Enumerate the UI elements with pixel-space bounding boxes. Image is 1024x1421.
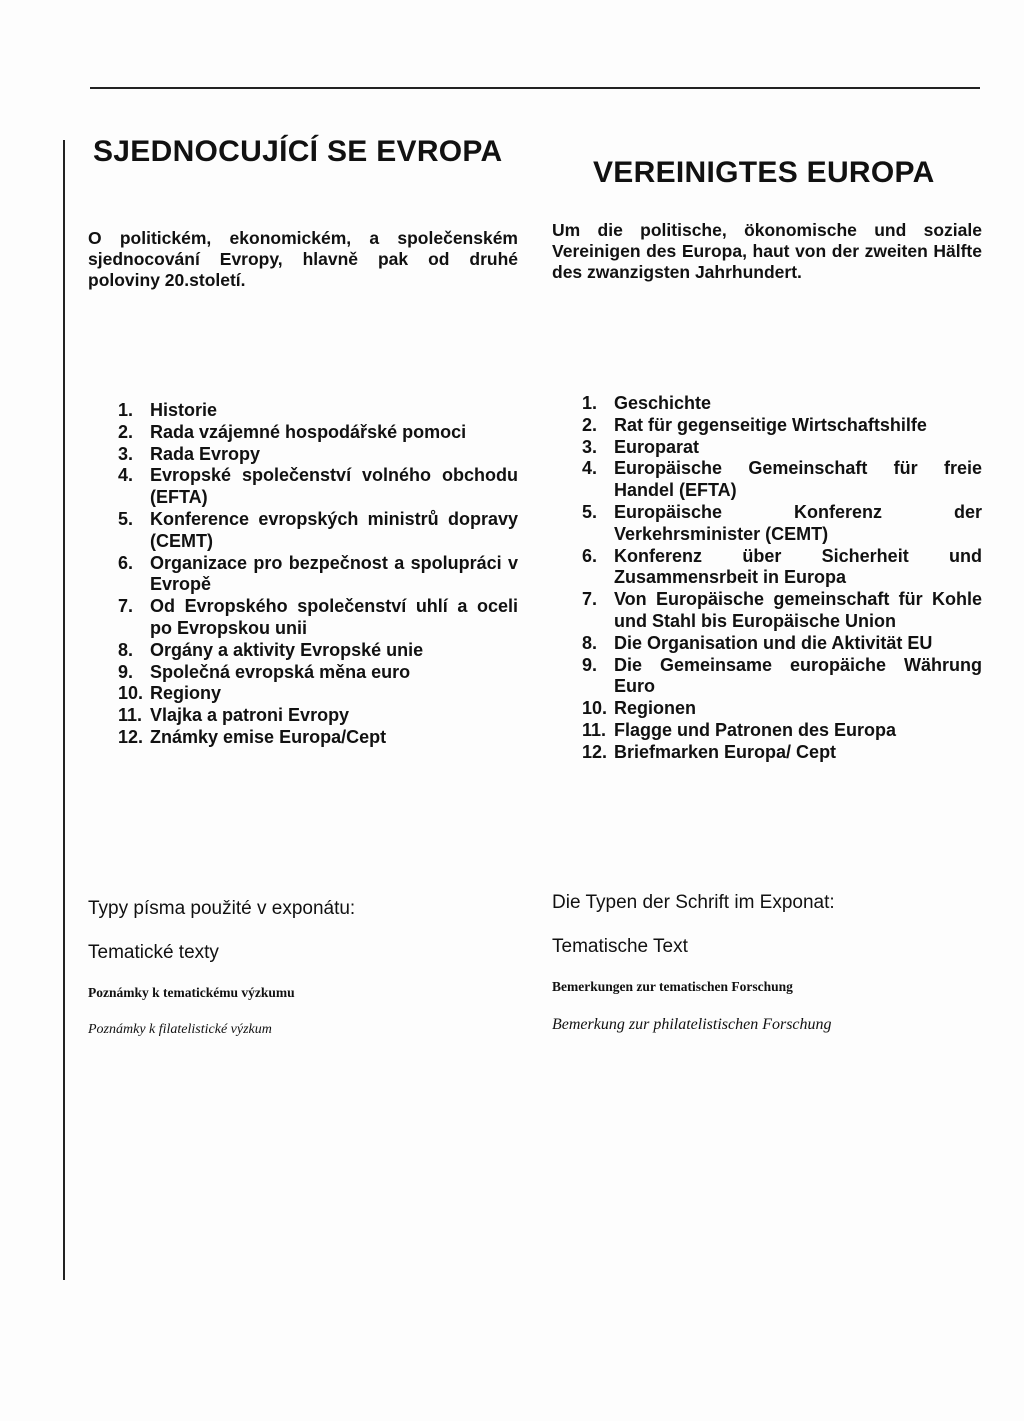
list-item xyxy=(118,465,518,509)
contents-list-cz xyxy=(118,400,518,749)
list-item xyxy=(118,640,518,662)
list-item xyxy=(118,596,518,640)
list-item xyxy=(582,655,982,699)
item-number: 1. xyxy=(582,393,598,413)
item-number: 5. xyxy=(582,501,598,522)
item-text: Von Europäische gemeinschaft für Kohle und Stahl bis Europäische Union xyxy=(614,589,982,631)
item-number: 1. xyxy=(118,400,134,420)
item-number: 4. xyxy=(118,465,134,486)
list-item xyxy=(118,422,518,444)
page-title-cz: SJEDNOCUJÍCÍ SE EVROPA xyxy=(93,135,503,168)
item-text: Die Organisation und die Aktivität EU xyxy=(614,632,933,653)
item-number: 10. xyxy=(582,698,608,719)
item-text: Vlajka a patroni Evropy xyxy=(150,705,350,726)
item-text: Od Evropského společenství uhlí a oceli po Evropskou unii xyxy=(150,596,518,638)
item-number: 2. xyxy=(582,414,598,435)
list-item xyxy=(582,415,982,437)
item-number: 12. xyxy=(118,726,144,747)
item-text: Známky emise Europa/Cept xyxy=(150,726,387,747)
intro-text-de: Um die politische, ökonomische und soziale Vereinigen des Europa, haut von der zweiten Hälfte des zwanzigsten Jahrhundert. xyxy=(552,220,982,282)
item-number: 2. xyxy=(118,421,134,442)
list-item xyxy=(118,444,518,466)
item-number: 3. xyxy=(582,436,598,457)
list-item xyxy=(118,727,518,749)
item-number: 3. xyxy=(118,443,134,464)
item-text: Rat für gegenseitige Wirtschaftshilfe xyxy=(614,414,927,435)
item-text: Historie xyxy=(150,400,218,420)
list-item xyxy=(582,633,982,655)
item-number: 7. xyxy=(582,589,598,610)
item-number: 8. xyxy=(118,639,134,660)
item-text: Evropské společenství volného obchodu (EFTA) xyxy=(150,465,518,508)
item-text: Organizace pro bezpečnost a spolupráci v Evropě xyxy=(150,552,518,595)
item-text: Regiony xyxy=(150,683,222,704)
item-number: 4. xyxy=(582,458,598,479)
font-legend-de xyxy=(552,892,982,1034)
font-sample-research-notes: Poznámky k tematickému výzkumu xyxy=(88,985,295,1000)
item-text: Europarat xyxy=(614,436,700,457)
font-sample-research-notes: Bemerkungen zur tematischen Forschung xyxy=(552,979,793,994)
item-text: Konference evropských ministrů dopravy (CEMT) xyxy=(150,508,518,551)
item-text: Regionen xyxy=(614,698,697,719)
item-number: 9. xyxy=(118,661,134,682)
list-item xyxy=(582,720,982,742)
item-number: 9. xyxy=(582,654,598,675)
item-text: Europäische Gemeinschaft für freie Handel (EFTA) xyxy=(614,458,982,501)
contents-list-de xyxy=(582,393,982,764)
list-item xyxy=(582,502,982,546)
list-item xyxy=(582,393,982,415)
item-number: 6. xyxy=(118,552,134,573)
list-item xyxy=(582,458,982,502)
item-text: Die Gemeinsame europäiche Währung Euro xyxy=(614,654,982,697)
left-margin-rule xyxy=(63,140,65,1280)
item-text: Orgány a aktivity Evropské unie xyxy=(150,639,424,660)
item-text: Konferenz über Sicherheit und Zusammensrbeit in Europa xyxy=(614,545,982,588)
list-item xyxy=(118,400,518,422)
item-text: Flagge und Patronen des Europa xyxy=(614,719,897,740)
font-legend-cz xyxy=(88,898,518,1038)
item-number: 5. xyxy=(118,508,134,529)
list-item xyxy=(582,742,982,764)
font-sample-thematic-text: Tematické texty xyxy=(88,942,219,963)
list-item xyxy=(118,509,518,553)
list-item xyxy=(118,553,518,597)
font-sample-philatelic-notes: Bemerkung zur philatelistischen Forschung xyxy=(552,1016,832,1033)
list-item xyxy=(582,698,982,720)
item-number: 11. xyxy=(582,719,607,740)
font-sample-philatelic-notes: Poznámky k filatelistické výzkum xyxy=(88,1022,272,1037)
item-number: 6. xyxy=(582,545,598,566)
font-legend-heading: Typy písma použité v exponátu: xyxy=(88,898,356,919)
item-number: 10. xyxy=(118,683,144,704)
list-item xyxy=(118,662,518,684)
top-rule xyxy=(90,87,980,89)
item-number: 12. xyxy=(582,741,608,762)
list-item xyxy=(118,683,518,705)
list-item xyxy=(118,705,518,727)
intro-text-cz: O politickém, ekonomickém, a společenském sjednocování Evropy, hlavně pak od druhé poloviny 20.století. xyxy=(88,228,518,290)
list-item xyxy=(582,437,982,459)
list-item xyxy=(582,546,982,590)
list-item xyxy=(582,589,982,633)
item-text: Společná evropská měna euro xyxy=(150,661,411,682)
page-title-de: VEREINIGTES EUROPA xyxy=(593,156,935,189)
item-number: 8. xyxy=(582,632,598,653)
font-legend-heading: Die Typen der Schrift im Exponat: xyxy=(552,892,835,913)
item-number: 7. xyxy=(118,596,134,617)
item-text: Geschichte xyxy=(614,393,712,413)
item-text: Briefmarken Europa/ Cept xyxy=(614,741,837,762)
item-text: Europäische Konferenz der Verkehrsminister (CEMT) xyxy=(614,501,982,544)
item-text: Rada vzájemné hospodářské pomoci xyxy=(150,421,467,442)
item-text: Rada Evropy xyxy=(150,443,261,464)
item-number: 11. xyxy=(118,705,143,726)
font-sample-thematic-text: Tematische Text xyxy=(552,936,688,957)
